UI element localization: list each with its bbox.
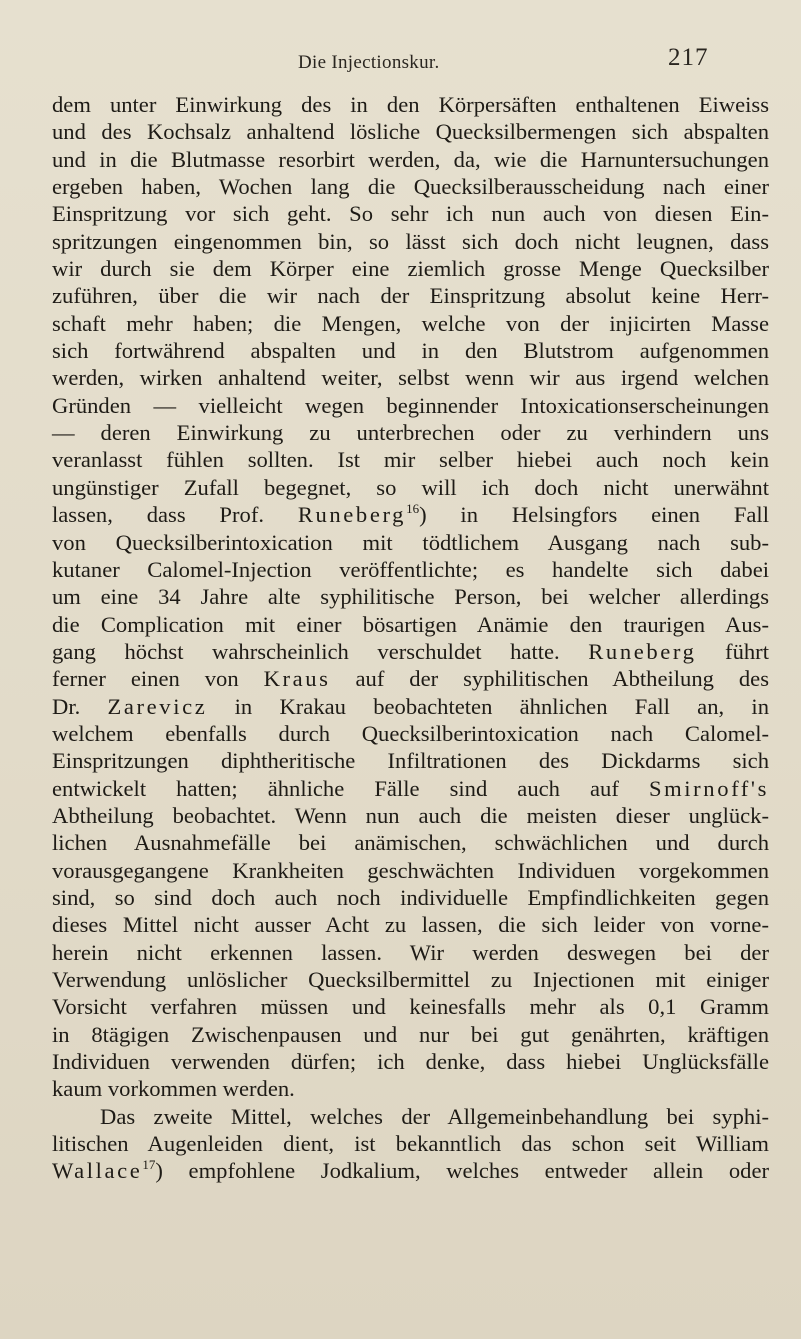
footnote-ref: 17	[142, 1157, 156, 1173]
page-header	[0, 44, 801, 78]
text-line: herein nicht erkennen lassen. Wir werden deswegen bei der	[52, 939, 769, 965]
text-line: schaft mehr haben; die Mengen, welche von der injicirten Masse	[52, 310, 769, 336]
text-line	[52, 693, 769, 720]
author-name: Runeberg	[297, 502, 407, 528]
page-number: 217	[668, 44, 709, 71]
body-text	[52, 91, 769, 1185]
author-name: Zarevicz	[107, 693, 208, 719]
text-line: sich fortwährend abspalten und in den Blutstrom aufgenommen	[52, 338, 769, 364]
text-line: wir durch sie dem Körper eine ziemlich grosse Menge Quecksilber	[52, 256, 769, 282]
text-line: Abtheilung beobachtet. Wenn nun auch die meisten dieser unglück-	[52, 802, 769, 828]
text-line: vorausgegangene Krankheiten geschwächten Individuen vorgekommen	[52, 857, 769, 883]
text-line: lichen Ausnahmefälle bei anämischen, schwächlichen und durch	[52, 830, 769, 856]
author-name: Runeberg	[588, 638, 697, 664]
text-segment: entwickelt hatten; ähnliche Fälle sind auch auf	[52, 775, 649, 801]
author-name: Smirnoff's	[648, 775, 769, 801]
text-segment: Dr.	[52, 693, 108, 719]
text-line: Vorsicht verfahren müssen und keinesfalls mehr als 0,1 Gramm	[52, 994, 769, 1020]
text-line	[52, 665, 769, 692]
text-line: ungünstiger Zufall begegnet, so will ich doch nicht unerwähnt	[52, 474, 769, 500]
text-line: zuführen, über die wir nach der Einspritzung absolut keine Herr-	[52, 283, 769, 309]
footnote-ref: 16	[406, 501, 420, 517]
text-line: und in die Blutmasse resorbirt werden, da, wie die Harnuntersuchungen	[52, 146, 769, 172]
text-line: Verwendung unlöslicher Quecksilbermittel zu Injectionen mit einiger	[52, 967, 769, 992]
text-line: Individuen verwenden dürfen; ich denke, dass hiebei Unglücksfälle	[52, 1049, 769, 1075]
text-segment: in Krakau beobachteten ähnlichen Fall an, in	[207, 693, 769, 719]
text-line: von Quecksilberintoxication mit tödtlichem Ausgang nach sub-	[52, 529, 769, 555]
text-segment: auf der syphilitischen Abtheilung des	[330, 666, 769, 692]
text-line: Gründen — vielleicht wegen beginnender Intoxicationserscheinungen	[52, 392, 769, 418]
text-line: und des Kochsalz anhaltend lösliche Quecksilbermengen sich abspalten	[52, 119, 769, 145]
text-line: dieses Mittel nicht ausser Acht zu lassen, die sich leider von vorne-	[52, 912, 769, 938]
text-line	[52, 775, 769, 802]
text-line: kaum vorkommen werden.	[52, 1076, 295, 1102]
author-name: Kraus	[263, 666, 331, 692]
text-line: kutaner Calomel-Injection veröffentlichte; es handelte sich dabei	[52, 556, 769, 582]
running-head: Die Injectionskur.	[298, 52, 440, 73]
text-segment: lassen, dass Prof.	[52, 502, 298, 528]
text-line: sind, so sind doch auch noch individuelle Empfindlichkeiten gegen	[52, 884, 769, 910]
text-segment: führt	[696, 638, 769, 664]
text-segment: ) empfohlene Jodkalium, welches entweder allein oder	[155, 1158, 769, 1184]
text-line: dem unter Einwirkung des in den Körpersäften enthaltenen Eiweiss	[52, 92, 769, 117]
text-line: werden, wirken anhaltend weiter, selbst wenn wir aus irgend welchen	[52, 365, 769, 391]
text-line	[52, 501, 769, 528]
text-line	[52, 638, 769, 665]
text-line: Einspritzungen diphtheritische Infiltrationen des Dickdarms sich	[52, 748, 769, 774]
text-line: welchem ebenfalls durch Quecksilberintoxication nach Calomel-	[52, 720, 769, 746]
text-line: die Complication mit einer bösartigen Anämie den traurigen Aus-	[52, 611, 769, 637]
text-line: litischen Augenleiden dient, ist bekanntlich das schon seit William	[52, 1131, 769, 1157]
text-segment: ) in Helsingfors einen Fall	[419, 502, 769, 528]
text-line	[52, 1157, 769, 1184]
text-line: ergeben haben, Wochen lang die Quecksilberausscheidung nach einer	[52, 174, 769, 200]
text-segment: ferner einen von	[52, 666, 264, 692]
text-line: in 8tägigen Zwischenpausen und nur bei gut genährten, kräftigen	[52, 1021, 769, 1047]
text-segment: gang höchst wahrscheinlich verschuldet hatte.	[52, 638, 589, 664]
text-line: — deren Einwirkung zu unterbrechen oder zu verhindern uns	[52, 420, 769, 446]
text-line: um eine 34 Jahre alte syphilitische Person, bei welcher allerdings	[52, 584, 769, 610]
text-line: spritzungen eingenommen bin, so lässt sich doch nicht leugnen, dass	[52, 228, 769, 254]
author-name: Wallace	[52, 1158, 143, 1184]
paragraph-start: Das zweite Mittel, welches der Allgemeinbehandlung bei syphi-	[100, 1103, 769, 1129]
text-line: veranlasst fühlen sollten. Ist mir selber hiebei auch noch kein	[52, 447, 769, 473]
text-line: Einspritzung vor sich geht. So sehr ich nun auch von diesen Ein-	[52, 201, 769, 227]
